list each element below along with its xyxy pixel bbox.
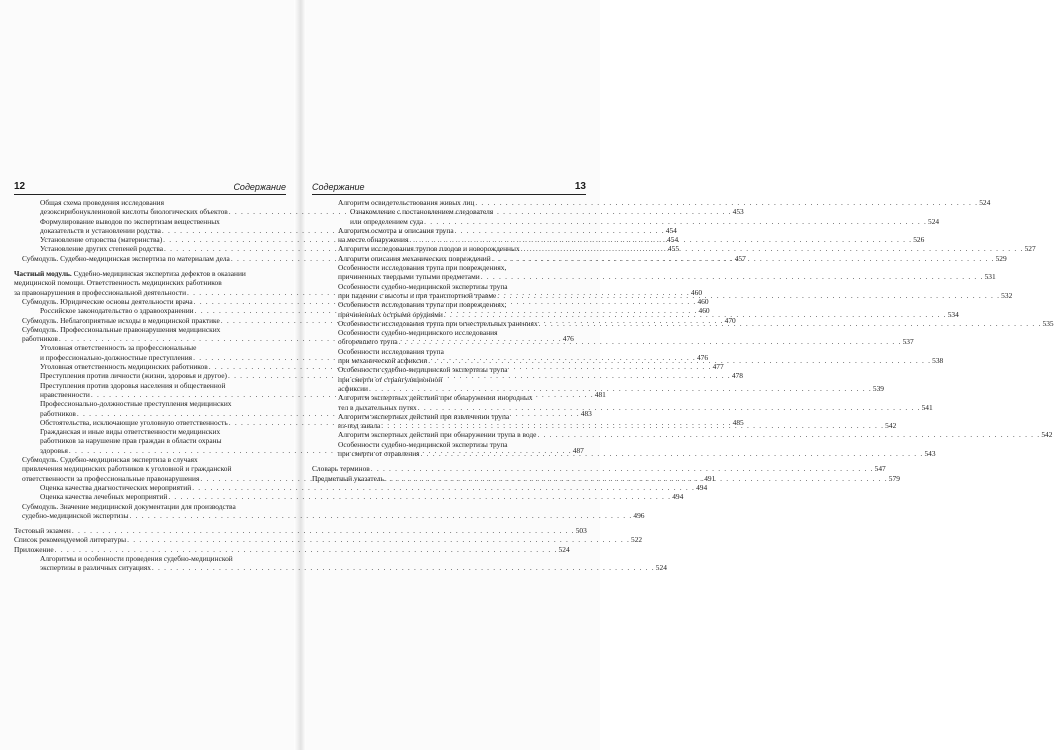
toc-entry-line: Уголовная ответственность за профессиональные	[40, 343, 197, 353]
toc-entry-title: Словарь терминов	[312, 464, 370, 474]
toc-page-number: 526	[913, 235, 925, 245]
toc-entry-line: Особенности судебно-медицинской экспертизы трупа	[338, 281, 508, 291]
toc-page-number: 494	[672, 492, 684, 502]
toc-page-number: 522	[631, 535, 643, 545]
toc-entry-line: Особенности судебно-медицинской экспертизы трупа	[338, 365, 508, 375]
toc-entry-title: при механической асфиксии	[338, 356, 428, 366]
toc-page-number: 524	[979, 198, 991, 207]
toc-entry-title: из-под завала	[338, 421, 381, 431]
toc-page-number: 477	[712, 362, 724, 372]
dot-leader	[371, 464, 874, 473]
toc-page-number: 579	[888, 473, 900, 483]
toc-page-number: 453	[732, 207, 744, 217]
toc-page-number: 485	[732, 417, 744, 427]
toc-entry-title: Российское законодательство о здравоохранении	[40, 306, 194, 316]
toc-entry-line: Формулирование выводов по экспертизам вещественных	[40, 216, 220, 226]
toc-entry-title: Субмодуль. Юридические основы деятельности врача	[22, 296, 193, 306]
right-page-header	[312, 180, 586, 195]
toc-entry-final-line	[14, 535, 643, 545]
toc-page-number: 538	[932, 356, 944, 366]
toc-entry-final-line	[338, 198, 991, 207]
toc-entry-line: Профессионально-должностные преступления медицинских	[40, 399, 232, 409]
toc-entry-title: обгоревшего трупа	[338, 337, 398, 347]
toc-entry-title: Субмодуль. Судебно-медицинская экспертиза по материалам дела	[22, 253, 230, 263]
toc-entry-title: Субмодуль. Неблагоприятные исходы в медицинской практике	[22, 315, 220, 325]
toc-entry-final-line	[40, 492, 684, 502]
toc-entry-line: Особенности судебно-медицинского исследования	[338, 328, 498, 338]
toc-page-number: 460	[690, 287, 703, 297]
dot-leader	[72, 526, 575, 535]
toc-page-number: 487	[572, 445, 584, 455]
toc-page-number: 524	[558, 544, 570, 554]
toc-entry-title: Преступления против личности (жизни, здоровья и другое)	[40, 371, 227, 381]
toc-entry-title: ответственности за профессиональные правонарушения	[22, 473, 200, 483]
dot-leader	[475, 198, 978, 207]
toc-page-number: 524	[928, 216, 940, 226]
toc-page-number: 460	[698, 306, 710, 316]
toc-entry	[14, 526, 587, 536]
toc-entry-line: Общая схема проведения исследования	[40, 198, 165, 207]
toc-entry-title: Особенности исследования трупа при огнестрельных ранениях	[338, 318, 538, 328]
toc-entry-final-line	[22, 510, 645, 520]
toc-page-number: 535	[1042, 318, 1054, 328]
toc-entry	[14, 553, 667, 573]
toc-entry	[312, 430, 1053, 440]
toc-page-number: 532	[1001, 290, 1013, 300]
toc-entry	[312, 439, 936, 459]
toc-entry-title: доказательств и установлении родства	[40, 225, 161, 235]
toc-page-number: 470	[724, 315, 736, 325]
toc-entry-title: Обстоятельства, исключающие уголовную ответственность	[40, 417, 228, 427]
toc-page-number: 543	[924, 449, 936, 459]
toc-page-number: 476	[696, 352, 709, 362]
toc-entry-final-line	[14, 526, 587, 536]
toc-entry-title: Тестовый экзамен	[14, 526, 71, 536]
toc-entry-title: судебно-медицинской экспертизы	[22, 510, 129, 520]
toc-entry	[312, 328, 914, 347]
dot-leader	[399, 337, 902, 346]
toc-page-number: 481	[594, 389, 606, 399]
toc-entry-title: здоровья	[40, 445, 68, 455]
toc-page-number: 529	[995, 253, 1007, 263]
toc-entry-line: Преступления против здоровья населения и общественной	[40, 380, 226, 390]
toc-entry-title: Оценка качества лечебных мероприятий	[40, 492, 168, 502]
toc-entry	[14, 535, 643, 545]
toc-page-number: 457	[734, 253, 746, 263]
dot-leader	[369, 384, 872, 393]
toc-entry-line: Особенности исследования трупа	[338, 346, 444, 356]
toc-entry-title: Алгоритм исследования трупов плодов и новорожденных	[338, 244, 520, 254]
dot-leader	[492, 254, 995, 263]
toc-entry-final-line	[40, 563, 667, 573]
right-running-title: Содержание	[312, 182, 365, 192]
toc-entry-line: работников за нарушение прав граждан в области охраны	[40, 436, 222, 446]
left-page-number: 12	[14, 181, 26, 192]
dot-leader	[428, 356, 931, 365]
toc-entry-final-line	[40, 482, 708, 492]
toc-page-number: 455	[667, 244, 680, 254]
toc-entry-final-line	[338, 449, 936, 459]
toc-entry-line: при смерти от странгуляционной	[338, 374, 443, 384]
toc-entry-line: Гражданская и иные виды ответственности медицинских	[40, 427, 221, 437]
toc-entry	[14, 544, 570, 554]
dot-leader	[168, 492, 671, 501]
toc-page-number: 537	[902, 337, 914, 347]
toc-entry-lead: Частный модуль.	[14, 269, 72, 279]
toc-entry-title: Алгоритм экспертных действий при обнаружении трупа в воде	[338, 430, 537, 440]
toc-entry-title: и профессионально-должностные преступления	[40, 352, 193, 362]
toc-entry-title: или определением суда	[350, 216, 424, 226]
toc-entry-title: Уголовная ответственность медицинских работников	[40, 362, 208, 372]
toc-entry-final-line	[338, 272, 996, 282]
toc-entry-line: Алгоритм экспертных действий при обнаружении инородных	[338, 393, 533, 403]
toc-entry-title: при падении с высоты и при транспортной травме	[338, 290, 497, 300]
toc-entry-title: причиненных твердыми тупыми предметами	[338, 272, 480, 282]
toc-entry	[312, 198, 991, 207]
toc-entry-title: работников	[22, 334, 58, 344]
toc-page-number: 527	[1024, 244, 1036, 254]
toc-entry-final-line	[338, 402, 933, 412]
toc-entry	[14, 482, 708, 492]
dot-leader	[537, 430, 1040, 439]
toc-page-number: 542	[1041, 430, 1053, 440]
dot-leader	[421, 449, 924, 458]
dot-leader	[497, 291, 1000, 300]
toc-entry-title: работников	[40, 408, 76, 418]
dot-leader	[192, 483, 695, 492]
toc-entry-line: Особенности судебно-медицинской экспертизы трупа	[338, 439, 508, 449]
toc-entry-line: Особенности исследования трупа при повреждениях,	[338, 300, 507, 310]
toc-entry	[312, 263, 996, 282]
toc-entry-title: Установление других степеней родства	[40, 244, 164, 254]
toc-entry-line: привлечения медицинских работников к уголовной и гражданской	[22, 464, 232, 474]
toc-entry-title: дезоксирибонуклеиновой кислоты биологических объектов	[40, 207, 228, 217]
toc-page-number: 542	[885, 421, 897, 431]
dot-leader	[418, 403, 921, 412]
toc-entry-title: на месте обнаружения	[338, 235, 409, 245]
toc-entry-title: Установление отцовства (материнства)	[40, 235, 163, 245]
toc-page-number: 547	[874, 464, 886, 474]
toc-entry-title: Оценка качества диагностических мероприятий	[40, 482, 192, 492]
toc-entry-final-line	[338, 383, 884, 393]
toc-page-number: 454	[667, 235, 679, 245]
left-page-header	[14, 180, 286, 195]
toc-page-number: 541	[921, 402, 933, 412]
dot-leader	[381, 421, 884, 430]
toc-page-number: 454	[665, 225, 677, 235]
toc-entry-title: Список рекомендуемой литературы	[14, 535, 127, 545]
dot-leader	[481, 272, 984, 281]
toc-page-number: 483	[580, 408, 592, 418]
dot-leader	[130, 511, 633, 520]
toc-entry-title: нравственности	[40, 389, 90, 399]
toc-entry-line: Субмодуль. Значение медицинской документации для производства	[22, 501, 236, 511]
toc-entry-title: тел в дыхательных путях	[338, 402, 417, 412]
toc-entry-title: причиненных острыми орудиями	[338, 309, 443, 319]
toc-page-number: 478	[731, 371, 743, 381]
toc-entry-title: Предметный указатель	[312, 473, 384, 483]
toc-entry-final-line	[312, 464, 886, 474]
dot-leader	[55, 545, 558, 554]
toc-entry-final-line	[338, 337, 914, 347]
toc-entry-final-line	[338, 430, 1053, 440]
toc-page-number: 476	[562, 334, 574, 344]
toc-page-number: 524	[655, 563, 667, 573]
toc-entry-final-line	[350, 216, 940, 226]
dot-leader	[444, 310, 947, 319]
toc-page-number: 491	[704, 473, 716, 483]
toc-entry-title: экспертизы в различных ситуациях	[40, 563, 151, 573]
toc-entry-line: Алгоритм осмотра и описания трупа	[338, 225, 454, 235]
dot-leader	[409, 235, 912, 244]
toc-entry	[14, 492, 684, 502]
toc-entry-title: за правонарушения в профессиональной деятельности	[14, 287, 187, 297]
toc-entry-line: Особенности исследования трупа при повреждениях,	[338, 263, 507, 273]
toc-page-number: 534	[947, 309, 959, 319]
toc-entry-final-line	[14, 544, 570, 554]
right-page-number: 13	[574, 181, 586, 192]
toc-entry-line: Алгоритмы и особенности проведения судебно-медицинской	[40, 553, 233, 563]
toc-entry-title: Приложение	[14, 544, 54, 554]
toc-entry-line: медицинской помощи. Ответственность медицинских работников	[14, 278, 222, 288]
toc-page-number: 531	[984, 272, 996, 282]
dot-leader	[521, 244, 1024, 253]
toc-entry-title: Алгоритм описания механических повреждений	[338, 253, 491, 263]
dot-leader	[539, 319, 1042, 328]
toc-entry	[14, 501, 645, 521]
toc-entry-line: Частный модуль. Судебно-медицинская экспертиза дефектов в оказании	[14, 269, 246, 279]
dot-leader	[152, 563, 655, 572]
dot-leader	[127, 535, 630, 544]
toc-page-number: 494	[696, 482, 708, 492]
left-running-title: Содержание	[233, 182, 286, 192]
toc-entry-line: Субмодуль. Судебно-медицинская экспертиза в случаях	[22, 455, 198, 465]
toc-entry-title: асфиксии	[338, 383, 368, 393]
toc-page-number: 460	[697, 296, 709, 306]
dot-leader	[385, 474, 888, 483]
toc-entry-line: Ознакомление с постановлением следователя	[350, 207, 494, 217]
toc-page-number: 539	[872, 383, 884, 393]
toc-page-number: 503	[575, 526, 587, 536]
toc-entry-line: Алгоритм экспертных действий при извлечении трупа	[338, 411, 510, 421]
toc-entry-title: при смерти от отравления	[338, 449, 420, 459]
dot-leader	[424, 217, 927, 226]
toc-entry-title: Алгоритм освидетельствования живых лиц	[338, 198, 475, 207]
toc-entry-line: Субмодуль. Профессиональные правонарушения медицинских	[22, 324, 221, 334]
toc-page-number: 496	[633, 510, 645, 520]
toc-entry	[312, 464, 886, 474]
